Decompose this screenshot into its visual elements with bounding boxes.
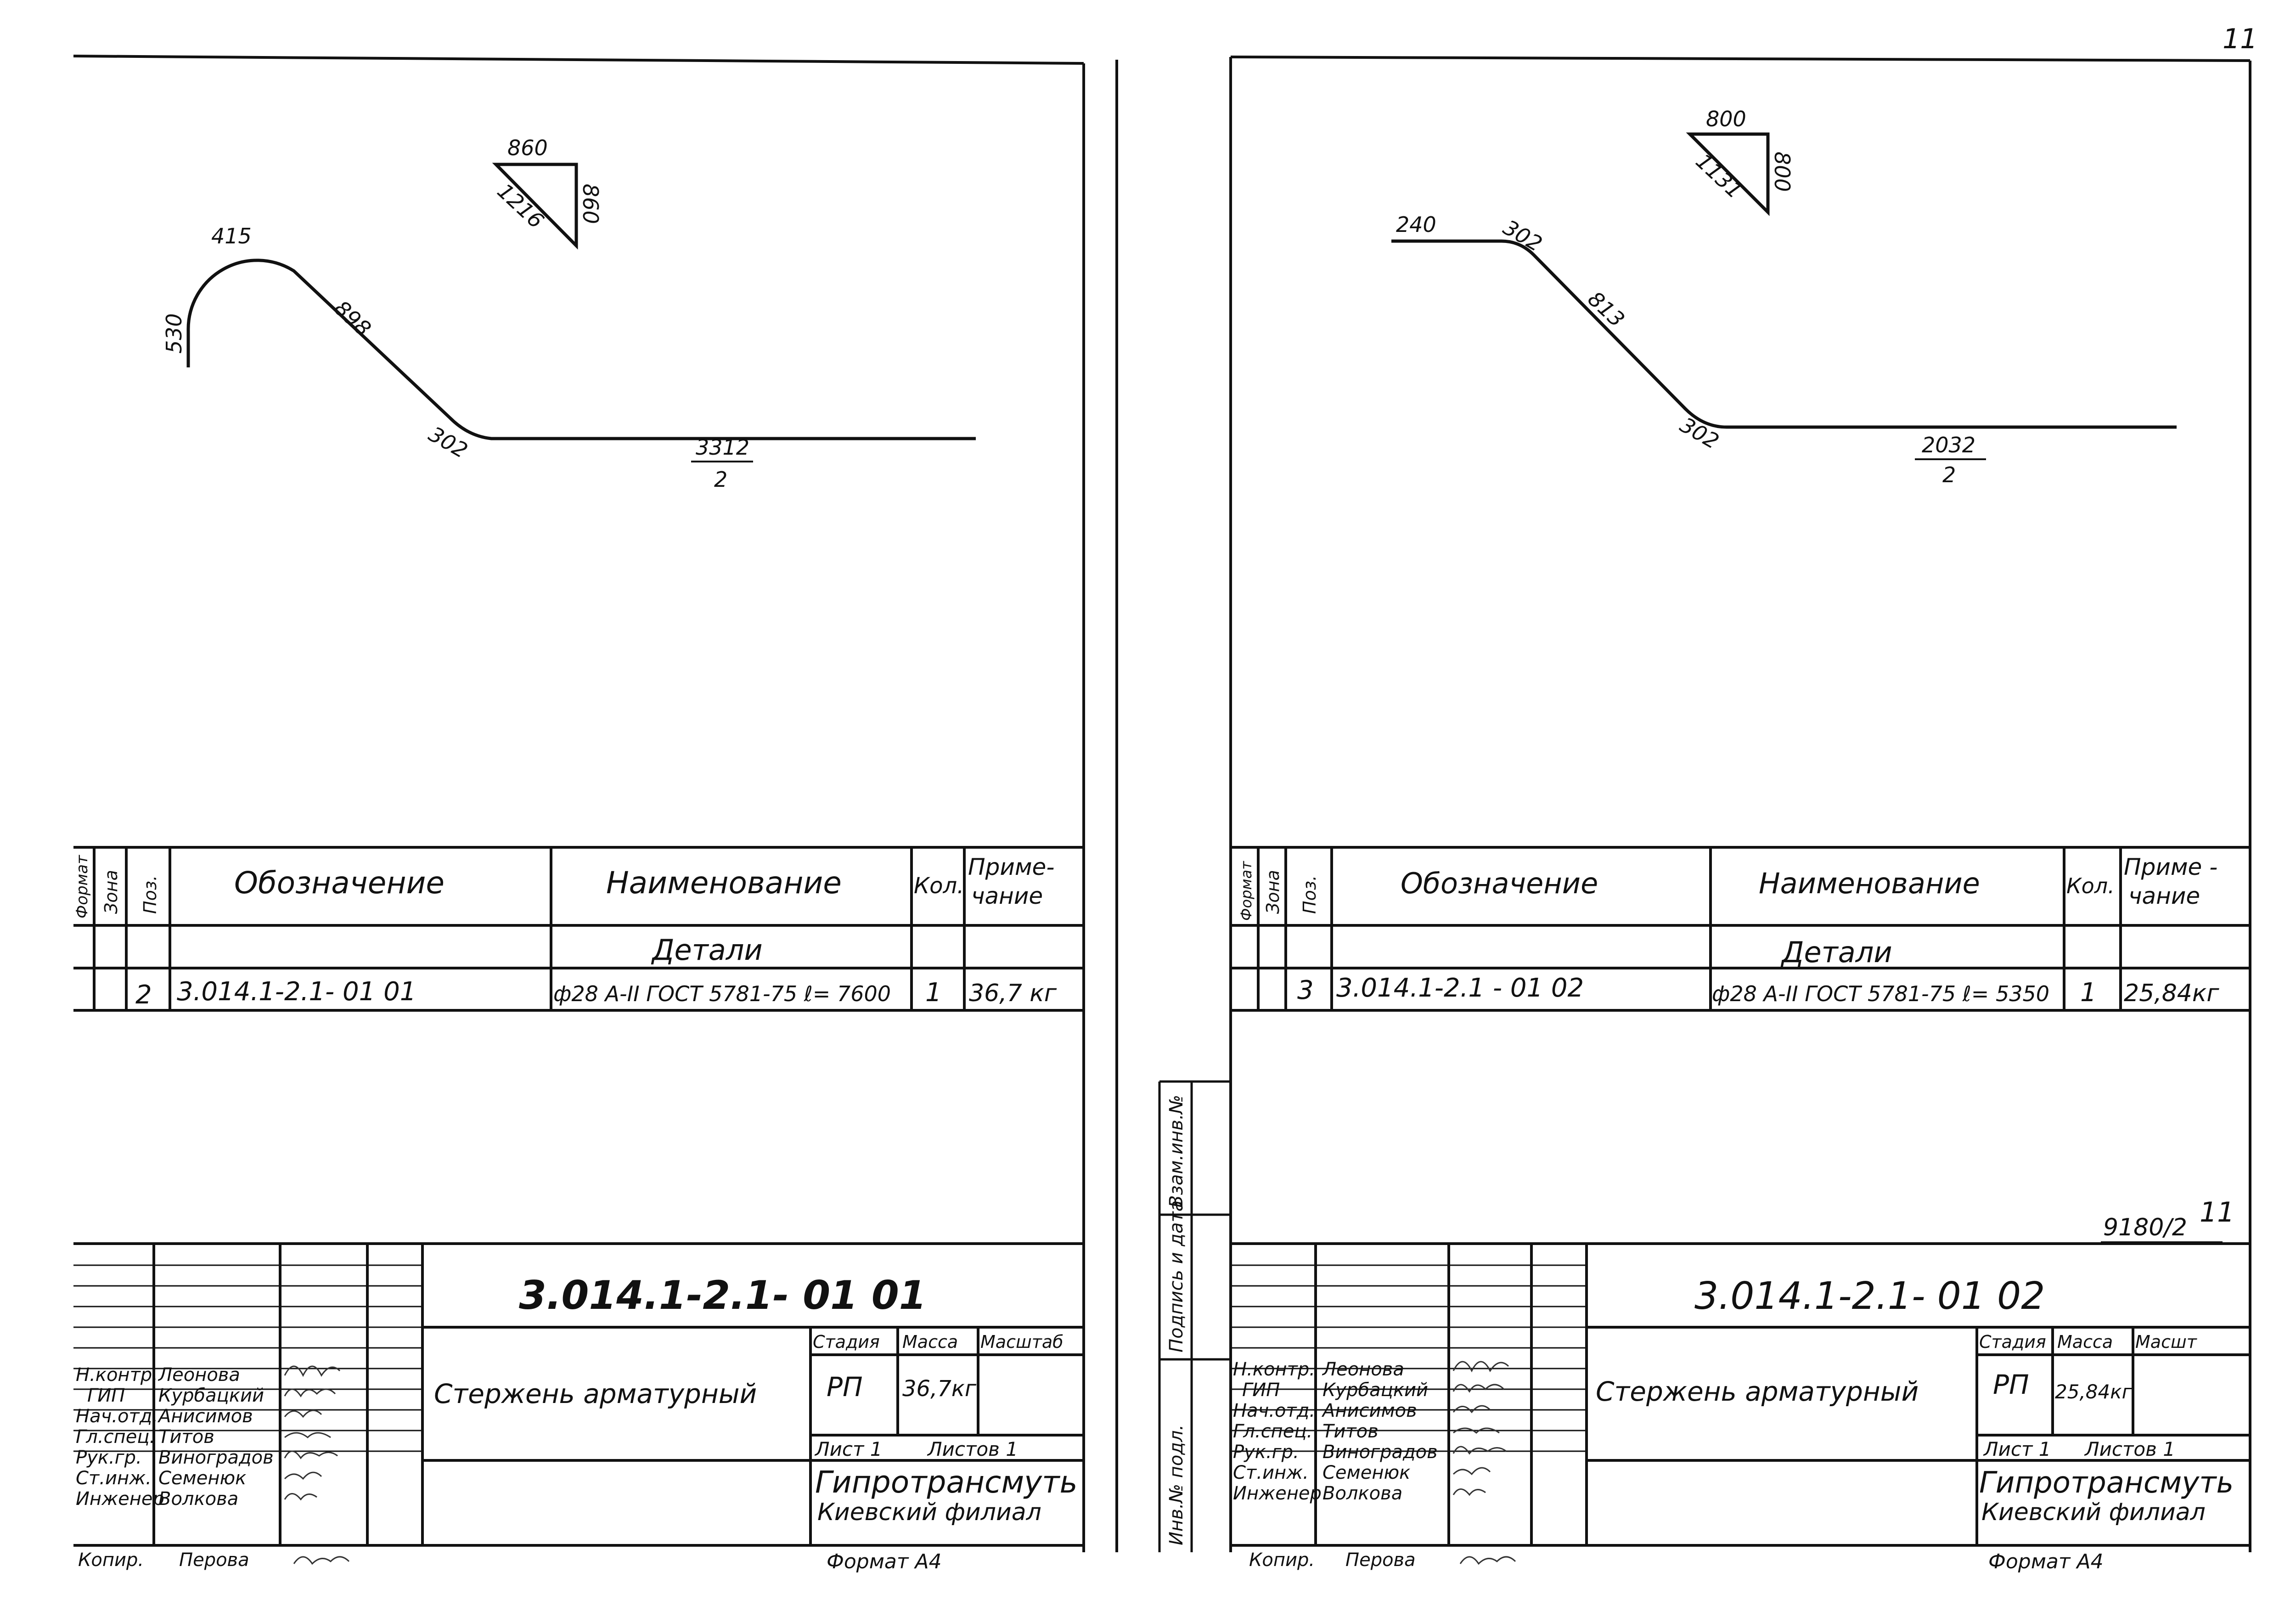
dim-tri-hyp: 1131 — [1691, 148, 1747, 203]
sheet-label: Лист 1 — [815, 1438, 883, 1460]
row-name: ф28 А-II ГОСТ 5781-75 ℓ= 5350 — [1712, 981, 2050, 1006]
scale-label: Масшт — [2135, 1332, 2197, 1352]
stage-label: Стадия — [813, 1332, 880, 1352]
dim-arc: 415 — [211, 224, 252, 248]
dim-straight-den: 2 — [1942, 462, 1956, 487]
signatures — [285, 1366, 349, 1564]
stage-value: РП — [1993, 1369, 2029, 1400]
name-6: Волкова — [1322, 1483, 1403, 1504]
org-name: Гипротрансмуть — [1979, 1466, 2234, 1500]
row-qty: 1 — [2080, 978, 2097, 1008]
name-0: Леонова — [158, 1364, 240, 1386]
role-4: Рук.гр. — [76, 1447, 142, 1468]
header-note-2: чание — [971, 883, 1043, 909]
name-1: Курбацкий — [158, 1385, 264, 1406]
header-note-2: чание — [2128, 883, 2200, 909]
mass-label: Масса — [902, 1332, 958, 1352]
name-1: Курбацкий — [1322, 1380, 1429, 1401]
header-designation: Обозначение — [1401, 867, 1598, 900]
dim-diag: 813 — [1583, 286, 1630, 332]
right-spec-text — [1238, 854, 2219, 1008]
header-format: Формат — [1238, 861, 1255, 921]
row-qty: 1 — [925, 978, 942, 1008]
header-note: Приме - — [2124, 854, 2218, 880]
row-name: ф28 А-II ГОСТ 5781-75 ℓ= 7600 — [553, 981, 891, 1006]
page-number: 11 — [2223, 23, 2258, 55]
name-0: Леонова — [1322, 1359, 1404, 1380]
org-branch: Киевский филиал — [1981, 1499, 2206, 1526]
header-pos: Поз. — [140, 875, 160, 914]
role-1: ГИП — [87, 1385, 125, 1406]
dim-bend-top: 302 — [1499, 214, 1547, 257]
role-3: Гл.спец. — [76, 1426, 156, 1448]
sheet-label: Лист 1 — [1984, 1438, 2051, 1460]
right-drawing-dims — [1396, 107, 1975, 487]
name-4: Виноградов — [1322, 1442, 1438, 1463]
copy-name: Перова — [179, 1549, 249, 1571]
sheets-label: Листов 1 — [2085, 1438, 2175, 1460]
format-label: Формат А4 — [827, 1550, 942, 1573]
role-3: Гл.спец. — [1233, 1421, 1313, 1442]
dim-straight-num: 3312 — [696, 435, 750, 460]
dim-hook-height: 530 — [162, 313, 186, 354]
sheets-label: Листов 1 — [928, 1438, 1018, 1460]
header-qty: Кол. — [2066, 873, 2115, 898]
dim-start: 240 — [1396, 212, 1436, 237]
mass-value: 36,7кг — [902, 1376, 977, 1402]
name-5: Семенюк — [1322, 1462, 1411, 1483]
signatures — [1453, 1362, 1515, 1564]
header-designation: Обозначение — [234, 865, 445, 901]
stamp-signature-date: Подпись и дата — [1166, 1200, 1187, 1352]
sheet-mark: 9180/2 — [2103, 1214, 2187, 1241]
doc-code: 3.014.1-2.1- 01 02 — [1694, 1274, 2045, 1318]
header-zone: Зона — [1263, 870, 1283, 914]
org-name: Гипротрансмуть — [815, 1465, 1078, 1500]
row-note: 36,7 кг — [969, 980, 1057, 1007]
right-title-text — [1233, 1274, 2234, 1573]
name-3: Титов — [158, 1426, 214, 1448]
role-2: Нач.отд. — [76, 1406, 158, 1427]
dim-bend-bottom: 302 — [1676, 412, 1723, 454]
mass-value: 25,84кг — [2055, 1380, 2132, 1403]
role-0: Н.контр. — [1233, 1359, 1315, 1380]
left-spec-text — [73, 854, 1057, 1010]
row-pos: 3 — [1297, 975, 1314, 1005]
doc-code: 3.014.1-2.1- 01 01 — [519, 1273, 927, 1318]
role-6: Инженер — [76, 1488, 164, 1510]
header-format: Формат — [73, 855, 91, 918]
row-designation: 3.014.1-2.1- 01 01 — [177, 977, 416, 1007]
row-pos: 2 — [135, 980, 152, 1010]
header-qty: Кол. — [914, 873, 964, 899]
dim-straight-den: 2 — [714, 467, 728, 492]
name-4: Виноградов — [158, 1447, 274, 1468]
dim-tri-top: 800 — [1706, 107, 1746, 131]
dim-tri-right: 800 — [1770, 152, 1795, 192]
name-2: Анисимов — [158, 1406, 253, 1427]
header-name: Наименование — [606, 865, 842, 901]
header-zone: Зона — [101, 870, 121, 914]
copy-label: Копир. — [1249, 1549, 1315, 1571]
name-2: Анисимов — [1322, 1400, 1417, 1421]
copy-label: Копир. — [78, 1549, 144, 1571]
stage-label: Стадия — [1979, 1332, 2046, 1352]
mass-label: Масса — [2057, 1332, 2113, 1352]
stamp-inv-original: Инв.№ подл. — [1166, 1424, 1187, 1545]
org-branch: Киевский филиал — [817, 1499, 1041, 1526]
dim-diag: 898 — [329, 295, 376, 341]
left-title-text — [76, 1273, 1078, 1573]
sheet-mark-num: 11 — [2200, 1196, 2235, 1228]
dim-tri-right: 860 — [578, 184, 603, 224]
role-6: Инженер — [1233, 1483, 1322, 1504]
role-5: Ст.инж. — [1233, 1462, 1309, 1483]
dim-tri-top: 860 — [507, 135, 548, 160]
scale-label: Масштаб — [980, 1332, 1064, 1352]
dim-tri-hyp: 1216 — [492, 178, 549, 233]
format-label: Формат А4 — [1988, 1550, 2104, 1573]
doc-name: Стержень арматурный — [434, 1378, 757, 1409]
role-1: ГИП — [1242, 1380, 1280, 1401]
role-2: Нач.отд. — [1233, 1400, 1316, 1421]
stage-value: РП — [827, 1371, 863, 1403]
section-title: Детали — [652, 933, 763, 967]
role-0: Н.контр. — [76, 1364, 158, 1386]
header-note: Приме- — [968, 854, 1055, 880]
row-designation: 3.014.1-2.1 - 01 02 — [1336, 973, 1584, 1003]
copy-name: Перова — [1345, 1549, 1416, 1571]
section-title: Детали — [1782, 935, 1892, 969]
role-4: Рук.гр. — [1233, 1442, 1299, 1463]
stamp-replace-inv: Взам.инв.№ — [1166, 1094, 1187, 1208]
dim-straight-num: 2032 — [1922, 433, 1976, 457]
row-note: 25,84кг — [2124, 980, 2219, 1007]
header-pos: Поз. — [1300, 875, 1320, 914]
doc-name: Стержень арматурный — [1596, 1376, 1919, 1407]
header-name: Наименование — [1759, 867, 1980, 900]
name-3: Титов — [1322, 1421, 1379, 1442]
dim-bend: 302 — [424, 421, 472, 463]
role-5: Ст.инж. — [76, 1468, 152, 1489]
name-5: Семенюк — [158, 1468, 247, 1489]
name-6: Волкова — [158, 1488, 239, 1510]
